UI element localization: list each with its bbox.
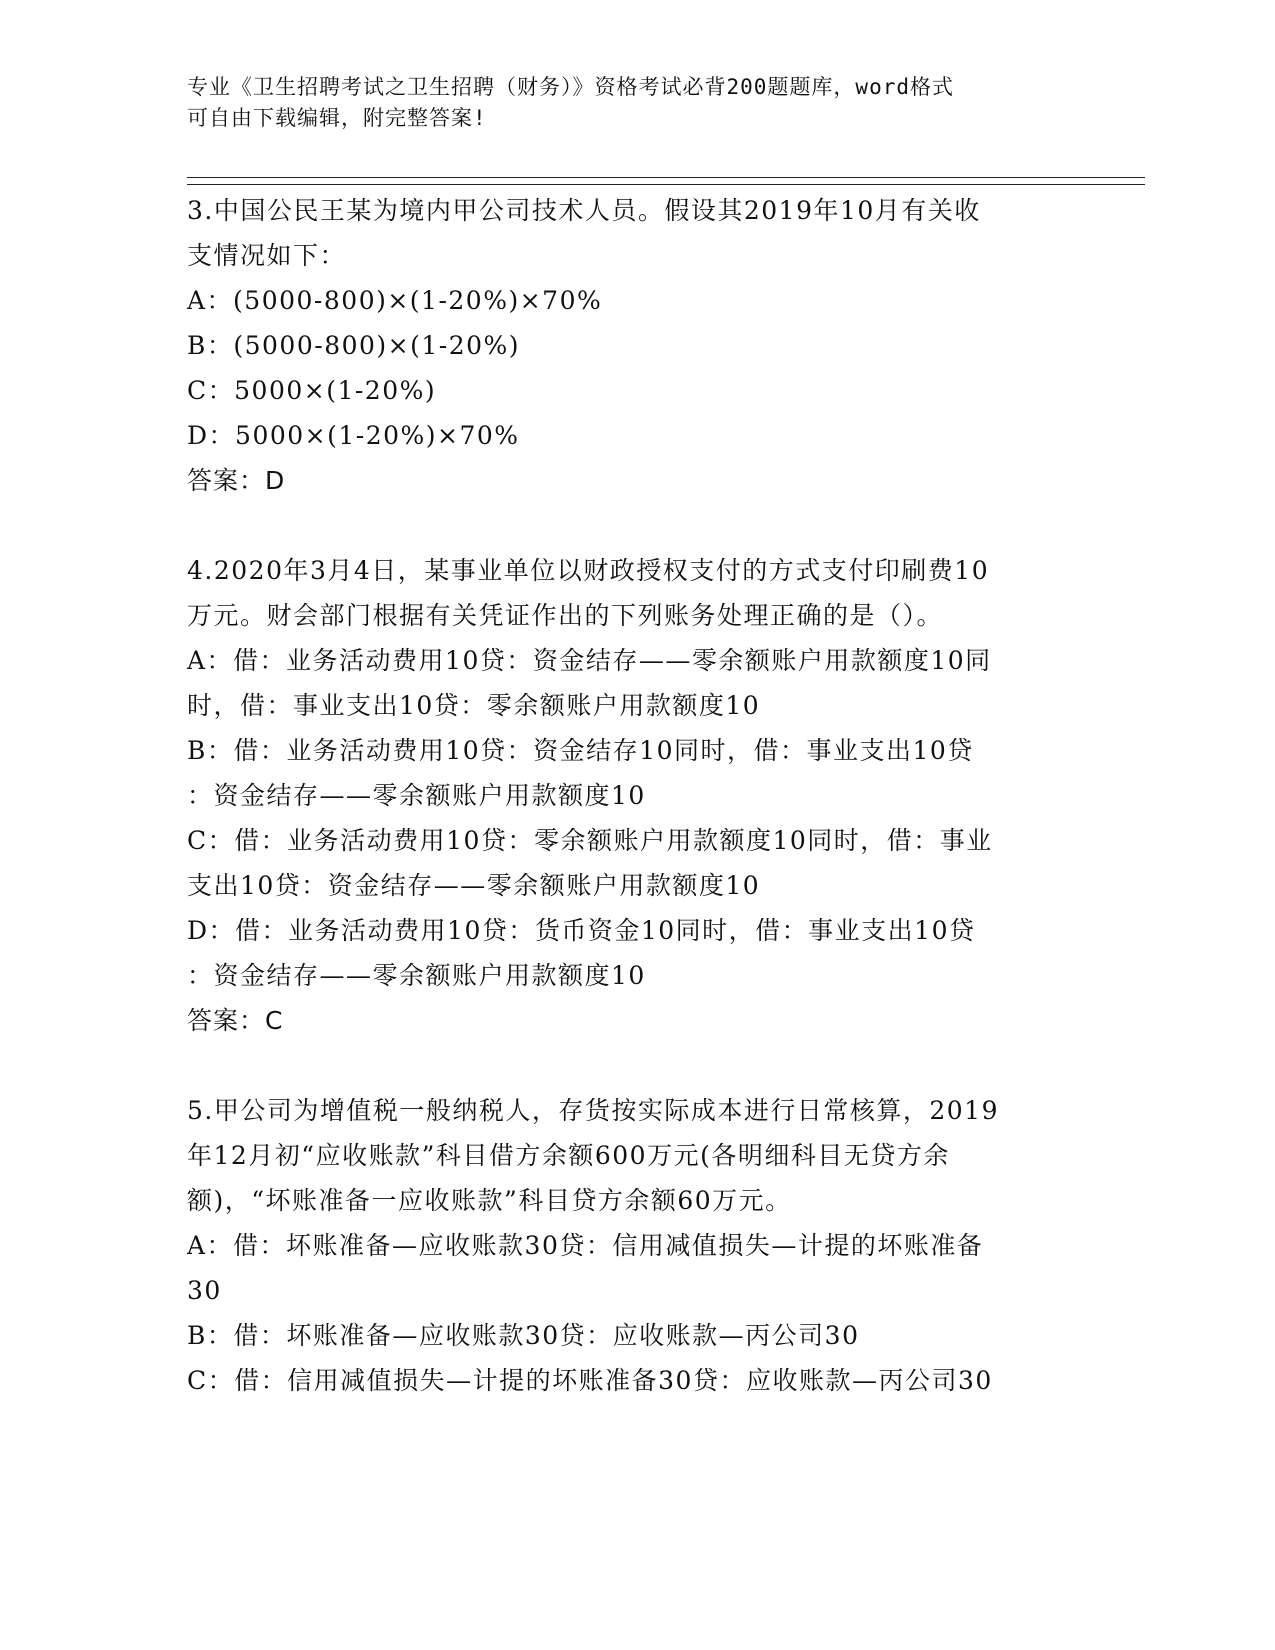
question-list (187, 188, 1087, 1403)
question-stem-line: 年12月初“应收账款”科目借方余额600万元(各明细科目无贷方余 (187, 1141, 950, 1170)
option-c: C：5000×(1-20%) (187, 376, 437, 405)
option-a-continued: 时，借：事业支出10贷：零余额账户用款额度10 (187, 691, 761, 720)
header-title-line-1: 专业《卫生招聘考试之卫生招聘（财务）》资格考试必背200题题库，word格式 (187, 75, 954, 99)
answer-label: 答案：C (187, 1006, 284, 1035)
question-stem-line: 5.甲公司为增值税一般纳税人，存货按实际成本进行日常核算，2019 (187, 1096, 999, 1125)
option-d-continued: ：资金结存——零余额账户用款额度10 (187, 961, 646, 990)
question-5 (187, 1088, 1087, 1403)
answer-label: 答案：D (187, 466, 286, 495)
option-a: A：借：业务活动费用10贷：资金结存——零余额账户用款额度10同 (187, 646, 992, 675)
question-3 (187, 188, 1087, 503)
option-b: B：(5000-800)×(1-20%) (187, 331, 521, 360)
option-a: A：(5000-800)×(1-20%)×70% (187, 286, 603, 315)
question-stem-line: 额)，“坏账准备一应收账款”科目贷方余额60万元。 (187, 1186, 792, 1215)
option-c-continued: 支出10贷：资金结存——零余额账户用款额度10 (187, 871, 761, 900)
header-title-line-2: 可自由下载编辑，附完整答案! (187, 106, 487, 130)
option-b: B：借：坏账准备—应收账款30贷：应收账款—丙公司30 (187, 1321, 860, 1350)
option-a-continued: 30 (187, 1276, 222, 1305)
header-divider (187, 177, 1145, 185)
option-b-continued: ：资金结存——零余额账户用款额度10 (187, 781, 646, 810)
option-c: C：借：业务活动费用10贷：零余额账户用款额度10同时，借：事业 (187, 826, 993, 855)
option-b: B：借：业务活动费用10贷：资金结存10同时，借：事业支出10贷 (187, 736, 974, 765)
option-a: A：借：坏账准备—应收账款30贷：信用减值损失—计提的坏账准备 (187, 1231, 984, 1260)
question-stem-line: 万元。财会部门根据有关凭证作出的下列账务处理正确的是（）。 (187, 601, 944, 630)
question-stem-line: 4.2020年3月4日，某事业单位以财政授权支付的方式支付印刷费10 (187, 556, 990, 585)
document-header (187, 72, 1067, 134)
question-4 (187, 548, 1087, 1043)
option-d: D：5000×(1-20%)×70% (187, 421, 520, 450)
option-c: C：借：信用减值损失—计提的坏账准备30贷：应收账款—丙公司30 (187, 1366, 993, 1395)
question-stem-line: 3.中国公民王某为境内甲公司技术人员。假设其2019年10月有关收 (187, 196, 981, 225)
question-stem-line: 支情况如下： (187, 241, 347, 270)
option-d: D：借：业务活动费用10贷：货币资金10同时，借：事业支出10贷 (187, 916, 976, 945)
